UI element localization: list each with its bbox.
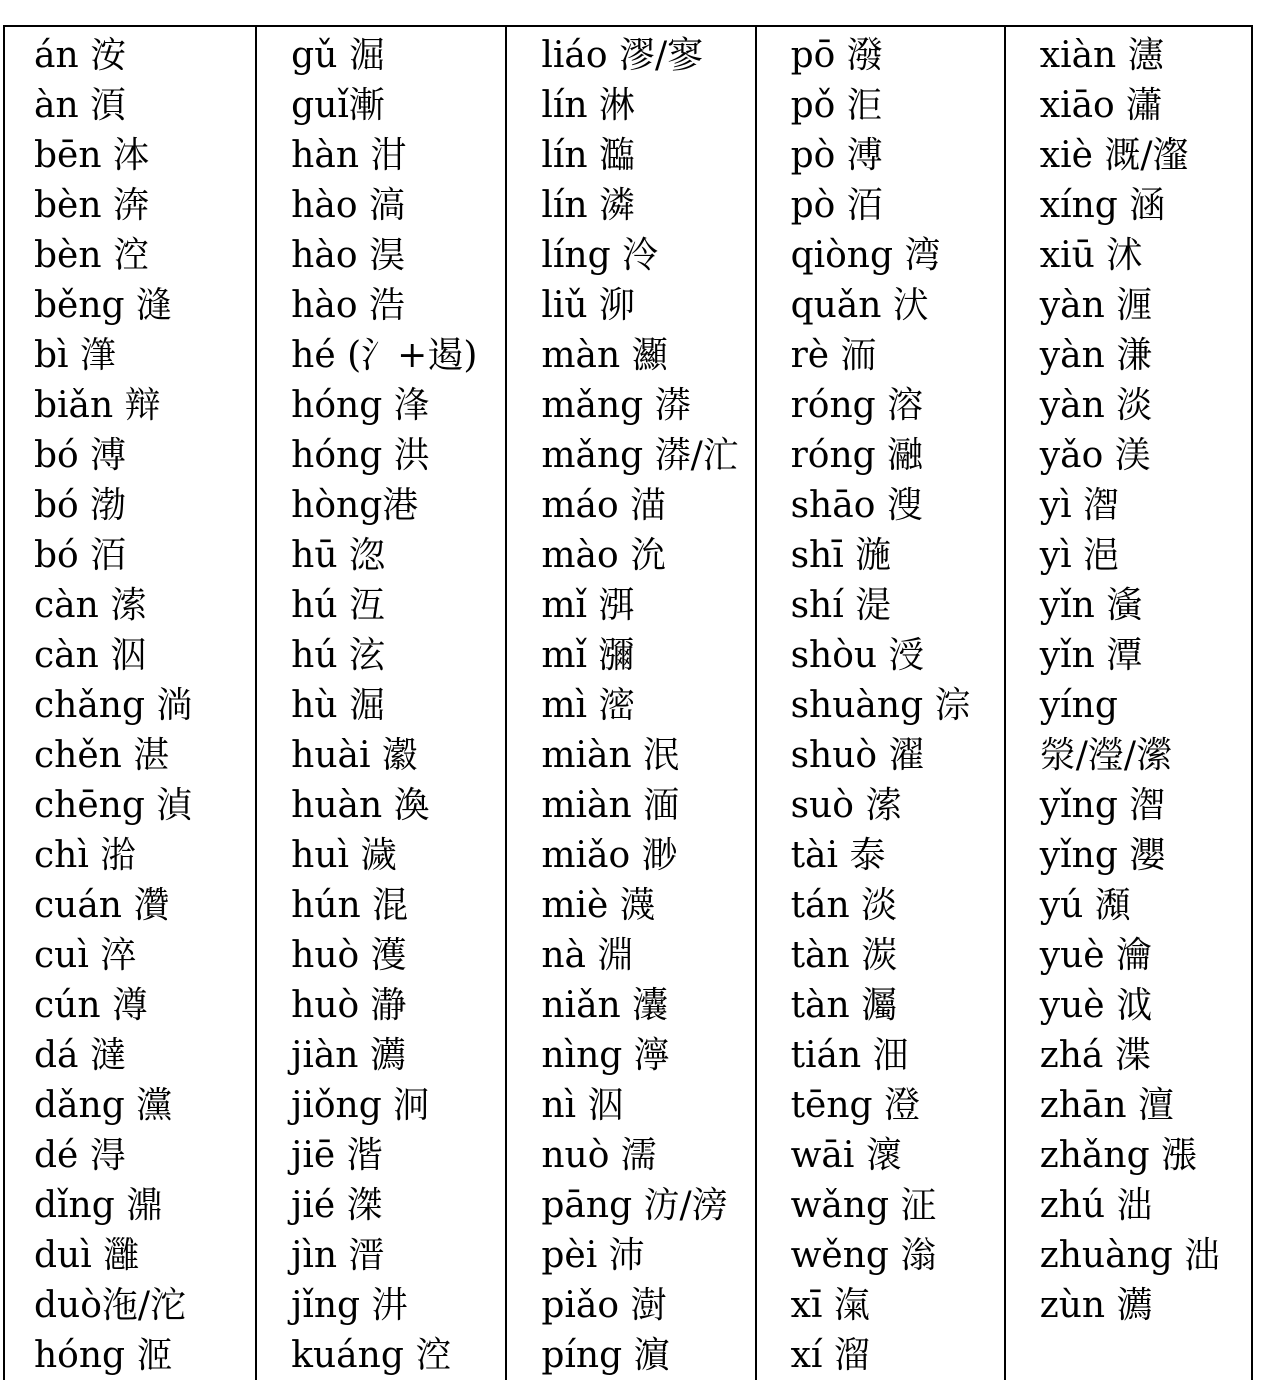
table-cell: yǐng 瀴 — [1039, 835, 1166, 876]
table-column-4 — [755, 27, 1004, 1380]
table-cell: pāng 汸/滂 — [541, 1185, 728, 1226]
table-cell: bēn 泍 — [34, 135, 149, 176]
table-cell: zhǎng 漲 — [1039, 1135, 1198, 1176]
table-cell: hòng港 — [291, 485, 419, 526]
table-cell: yì 浥 — [1039, 535, 1120, 576]
table-cell: xiū 沭 — [1039, 235, 1143, 276]
table-column-3 — [505, 27, 754, 1380]
table-cell: yǐn 潭 — [1039, 635, 1143, 676]
table-cell: dá 澾 — [34, 1035, 126, 1076]
table-cell: zhuàng 泏 — [1039, 1235, 1221, 1276]
table-cell: pō 潑 — [790, 35, 883, 76]
table-cell: yú 瀩 — [1039, 885, 1131, 926]
table-cell: hào 浩 — [291, 285, 405, 326]
table-cell: lín 瀶 — [541, 135, 636, 176]
table-cell: màn 灦 — [541, 335, 668, 376]
table-cell: dé 淂 — [34, 1135, 126, 1176]
table-cell: yǐn 濥 — [1039, 585, 1143, 626]
table-cell: huò 濩 — [291, 935, 407, 976]
table-cell: jiàn 瀳 — [291, 1035, 406, 1076]
table-cell: yàn 淡 — [1039, 385, 1153, 426]
pinyin-character-table — [3, 25, 1253, 1380]
table-cell: mào 沇 — [541, 535, 667, 576]
table-cell: hù 淈 — [291, 685, 385, 726]
table-cell: wěng 滃 — [790, 1235, 937, 1276]
table-cell: tài 泰 — [790, 835, 886, 876]
table-cell: suò 溹 — [790, 785, 902, 826]
table-cell: qiòng 湾 — [790, 235, 941, 276]
table-cell: shī 湤 — [790, 535, 892, 576]
table-cell: chì 湁 — [34, 835, 137, 876]
table-cell: jié 滐 — [291, 1185, 383, 1226]
table-cell: miǎo 渺 — [541, 835, 678, 876]
table-cell: yíng — [1039, 685, 1118, 726]
table-cell: cuán 灒 — [34, 885, 170, 926]
table-cell: càn 溹 — [34, 585, 147, 626]
table-cell: líng 泠 — [541, 235, 659, 276]
table-cell: jiē 湝 — [291, 1135, 383, 1176]
table-cell: róng 溶 — [790, 385, 924, 426]
table-cell: liáo 漻/寥 — [541, 35, 704, 76]
table-cell: hóng 洪 — [291, 435, 430, 476]
table-cell: shuàng 淙 — [790, 685, 971, 726]
table-cell: dǎng 灙 — [34, 1085, 173, 1126]
table-cell: hàn 泔 — [291, 135, 407, 176]
table-cell: duì 灉 — [34, 1235, 140, 1276]
table-cell: yuè 瀹 — [1039, 935, 1153, 976]
table-cell: nìng 濘 — [541, 1035, 670, 1076]
table-cell: hū 淴 — [291, 535, 385, 576]
table-cell: chēng 湞 — [34, 785, 193, 826]
table-cell: chǎng 淌 — [34, 685, 193, 726]
table-cell: xiāo 瀟 — [1039, 85, 1163, 126]
table-cell: pò 溥 — [790, 135, 883, 176]
table-cell: bèn 涳 — [34, 235, 149, 276]
table-cell: tián 沺 — [790, 1035, 909, 1076]
table-cell: yì 潪 — [1039, 485, 1120, 526]
table-cell: cuì 淬 — [34, 935, 137, 976]
table-cell: mǎng 漭/汒 — [541, 435, 739, 476]
table-cell: jǐng 汫 — [291, 1285, 408, 1326]
table-cell: chěn 湛 — [34, 735, 170, 776]
table-cell: niǎn 灢 — [541, 985, 669, 1026]
table-cell: yàn 湹 — [1039, 285, 1153, 326]
table-cell: biǎn 辩 — [34, 385, 161, 426]
table-cell: hé (氵+遏) — [291, 335, 478, 376]
table-cell: xiàn 瀗 — [1039, 35, 1164, 76]
table-cell: liǔ 泖 — [541, 285, 636, 326]
table-cell: bì 潷 — [34, 335, 117, 376]
table-cell: zhá 渫 — [1039, 1035, 1151, 1076]
table-cell: piǎo 澍 — [541, 1285, 667, 1326]
table-cell: píng 濵 — [541, 1335, 670, 1376]
table-column-5 — [1004, 27, 1251, 1380]
table-cell: càn 泅 — [34, 635, 147, 676]
table-cell: huàn 渙 — [291, 785, 430, 826]
table-cell: lín 潾 — [541, 185, 636, 226]
table-cell: wāi 瀤 — [790, 1135, 902, 1176]
table-cell: dǐng 濎 — [34, 1185, 163, 1226]
table-cell: běng 漨 — [34, 285, 173, 326]
table-cell: yàn 溓 — [1039, 335, 1153, 376]
table-cell: mǎng 漭 — [541, 385, 691, 426]
table-cell: miàn 泯 — [541, 735, 680, 776]
table-cell: mì 滵 — [541, 685, 635, 726]
table-cell: hào 淏 — [291, 235, 405, 276]
table-cell: miàn 湎 — [541, 785, 680, 826]
table-cell: zùn 瀳 — [1039, 1285, 1153, 1326]
table-cell: hú 泫 — [291, 635, 385, 676]
table-cell: jìn 溍 — [291, 1235, 385, 1276]
table-cell: xí 溜 — [790, 1335, 870, 1376]
table-cell: cún 澊 — [34, 985, 148, 1026]
table-cell: 滎/瀅/瀠 — [1039, 735, 1173, 776]
table-cell: bó 渤 — [34, 485, 127, 526]
table-cell: miè 瀎 — [541, 885, 656, 926]
table-cell: tàn 灟 — [790, 985, 898, 1026]
table-cell: hào 滈 — [291, 185, 405, 226]
table-cell: hún 混 — [291, 885, 409, 926]
table-cell: àn 湏 — [34, 85, 127, 126]
table-cell: huì 濊 — [291, 835, 397, 876]
table-cell: duò沲/沱 — [34, 1285, 187, 1326]
table-cell: nì 泅 — [541, 1085, 624, 1126]
table-cell: shāo 溲 — [790, 485, 923, 526]
table-cell: shòu 涭 — [790, 635, 925, 676]
table-cell: gǔ 淈 — [291, 35, 385, 76]
table-cell: guǐ漸 — [291, 85, 385, 126]
table-cell: xī 滊 — [790, 1285, 870, 1326]
table-cell: máo 渵 — [541, 485, 667, 526]
table-cell: pǒ 洰 — [790, 85, 883, 126]
table-cell: kuáng 涳 — [291, 1335, 452, 1376]
table-cell: bó 溥 — [34, 435, 127, 476]
table-cell: quǎn 汱 — [790, 285, 929, 326]
table-cell: pò 洦 — [790, 185, 883, 226]
table-cell: bó 洦 — [34, 535, 127, 576]
table-cell: zhú 泏 — [1039, 1185, 1153, 1226]
table-cell: róng 瀜 — [790, 435, 924, 476]
table-cell: yuè 泧 — [1039, 985, 1153, 1026]
table-cell: hú 沍 — [291, 585, 385, 626]
table-column-2 — [255, 27, 505, 1380]
table-column-1 — [5, 27, 255, 1380]
table-cell: shuò 濯 — [790, 735, 925, 776]
table-cell: yǎo 渼 — [1039, 435, 1151, 476]
table-cell: mǐ 瀰 — [541, 635, 635, 676]
table-cell: mǐ 渳 — [541, 585, 635, 626]
table-cell: nà 淵 — [541, 935, 634, 976]
table-cell: tàn 湠 — [790, 935, 898, 976]
table-cell: shí 湜 — [790, 585, 892, 626]
page — [3, 0, 1255, 1376]
table-cell: yǐng 潪 — [1039, 785, 1166, 826]
table-cell: hóng 浲 — [291, 385, 430, 426]
table-cell: xíng 涵 — [1039, 185, 1166, 226]
table-cell: rè 洏 — [790, 335, 877, 376]
table-cell: jiǒng 泂 — [291, 1085, 430, 1126]
table-cell: huài 瀫 — [291, 735, 418, 776]
table-cell: zhān 澶 — [1039, 1085, 1175, 1126]
table-cell: huò 瀞 — [291, 985, 407, 1026]
table-cell: xiè 溉/瀣 — [1039, 135, 1189, 176]
table-cell: lín 淋 — [541, 85, 636, 126]
table-cell: án 洝 — [34, 35, 127, 76]
table-cell: tēng 澄 — [790, 1085, 921, 1126]
table-cell: pèi 沛 — [541, 1235, 645, 1276]
table-cell: hóng 洍 — [34, 1335, 173, 1376]
table-cell: nuò 濡 — [541, 1135, 657, 1176]
table-cell: bèn 渀 — [34, 185, 149, 226]
table-cell: wǎng 泟 — [790, 1185, 937, 1226]
table-cell: tán 淡 — [790, 885, 898, 926]
